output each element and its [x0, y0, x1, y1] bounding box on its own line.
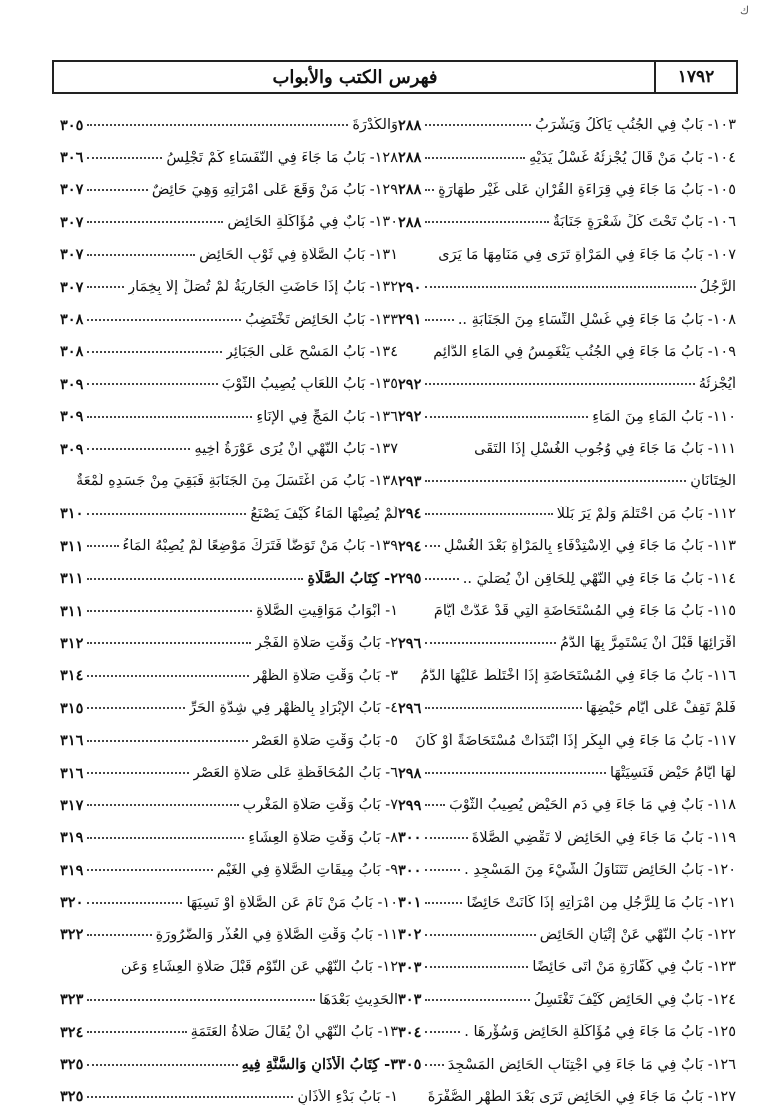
leader-dots: [425, 189, 434, 191]
toc-entry: [398, 465, 736, 497]
toc-entry-page: ٢٩٨: [398, 764, 422, 782]
leader-dots: [425, 934, 535, 936]
leader-dots: [87, 383, 217, 385]
leader-dots: [87, 157, 162, 159]
toc-entry-page: ٣١١: [60, 602, 84, 620]
toc-entry-title: ١١٨- بَابٌ فِي مَا جَاءَ فِي دَمِ الْحَيْضِ يُصِيبُ الثَّوْبَ: [449, 797, 736, 814]
page-number: ١٧٩٢: [654, 62, 736, 92]
leader-dots: [425, 707, 581, 709]
toc-entry-page: ٣١١: [60, 570, 84, 588]
toc-entry: [398, 1016, 736, 1048]
leader-dots: [425, 383, 694, 385]
toc-entry-page: ٣٠٨: [60, 311, 84, 329]
toc-entry-page: ٢٨٨: [398, 116, 422, 134]
toc-entry-title: ١٢٧- بَابُ مَا جَاءَ فِي الْحَائِضِ تَرَى بَعْدَ الطُّهْرِ الصُّفْرَةَ: [427, 1088, 736, 1105]
toc-entry-title: لَهَا أَيَّامُ حَيْضٍ فَنَسِيَتْهَا: [609, 765, 736, 781]
leader-dots: [87, 351, 222, 353]
toc-entry-page: ٣١٩: [60, 829, 84, 847]
leader-dots: [87, 286, 124, 288]
leader-dots: [425, 416, 588, 418]
leader-dots: [425, 578, 458, 580]
toc-entry-title: ١٣٩- بَابُ مَنْ تَوَضَّأَ فَتَرَكَ مَوْضِعًا لَمْ يُصِبْهُ الْمَاءُ: [122, 538, 398, 555]
toc-entry-page: ٣٠٦: [60, 149, 84, 167]
leader-dots: [425, 837, 467, 839]
toc-entry-title: ٢- كِتَابُ الصَّلَاةِ: [307, 570, 398, 588]
toc-entry-title: ١٠- بَابُ مَنْ نَامَ عَنِ الصَّلَاةِ أَوْ نَسِيَهَا: [186, 894, 398, 911]
leader-dots: [87, 319, 241, 321]
toc-entry: [60, 465, 398, 497]
toc-entry-title: ١٣٨- بَابُ مَنِ اغْتَسَلَ مِنَ الْجَنَابَةِ فَبَقِيَ مِنْ جَسَدِهِ لُمْعَةٌ: [76, 473, 398, 490]
page-header: [52, 60, 738, 94]
toc-entry-page: ٣٠٩: [60, 440, 84, 458]
leader-dots: [87, 254, 195, 256]
toc-entry: [60, 757, 398, 789]
toc-entry-title: ١٠٦- بَابٌ تَحْتَ كُلِّ شَعْرَةٍ جَنَابَةٌ: [552, 214, 736, 231]
toc-entry-title: ١١٥- بَابُ مَا جَاءَ فِي الْمُسْتَحَاضَةِ الَّتِي قَدْ عَدَّتْ أَيَّامَ: [433, 603, 736, 620]
toc-entry: [60, 271, 398, 303]
toc-entry-title: ١٣٦- بَابُ الْمَجِّ فِي الْإِنَاءِ: [256, 408, 398, 425]
toc-entry: [398, 174, 736, 206]
leader-dots: [87, 124, 348, 126]
toc-entry-page: ٣٢٥: [60, 1088, 84, 1106]
toc-entry: [398, 984, 736, 1016]
toc-entry: [398, 530, 736, 562]
toc-entry: [398, 401, 736, 433]
toc-entry-title: ١١٤- بَابُ مَا جَاءَ فِي النَّهْيِ لِلْحَاقِنِ أَنْ يُصَلِّيَ ..: [462, 570, 736, 587]
toc-entry-page: ٣٠٠: [398, 861, 422, 879]
toc-entry-title: ١٢٣- بَابٌ فِي كَفَّارَةِ مَنْ أَتَى حَائِضًا: [532, 959, 736, 976]
toc-entry-page: ٣٠٣: [398, 991, 422, 1009]
toc-entry: [398, 336, 736, 368]
toc-entry-page: ٣٠٩: [60, 408, 84, 426]
toc-entry-page: ٣١٢: [60, 634, 84, 652]
leader-dots: [425, 513, 552, 515]
toc-entry-title: ٢- بَابُ وَقْتِ صَلَاةِ الْفَجْرِ: [254, 635, 398, 652]
toc-entry: [398, 498, 736, 530]
leader-dots: [425, 804, 445, 806]
toc-entry-page: ٣٠٥: [60, 116, 84, 134]
toc-entry: [60, 595, 398, 627]
toc-entry: [398, 595, 736, 627]
leader-dots: [87, 869, 212, 871]
toc-entry: [398, 757, 736, 789]
toc-entry: [60, 401, 398, 433]
toc-entry-title: ٤- بَابُ الْإِبْرَادِ بِالظُّهْرِ فِي شِدَّةِ الْحَرِّ: [189, 700, 398, 717]
toc-entry-page: ٣٠٠: [398, 829, 422, 847]
toc-entry-title: ١٣٧- بَابُ النَّهْيِ أَنْ يُرَى عَوْرَةُ أَخِيهِ: [194, 441, 398, 458]
toc-entry: [398, 303, 736, 335]
toc-entry-page: ٣٠٨: [60, 343, 84, 361]
toc-entry: [60, 239, 398, 271]
leader-dots: [87, 707, 185, 709]
toc-entry: [398, 109, 736, 141]
leader-dots: [87, 1096, 293, 1098]
toc-entry-page: ٣٠٤: [398, 1023, 422, 1041]
toc-entry: [398, 141, 736, 173]
toc-entry-page: ٢٩٣: [398, 472, 422, 490]
toc-entry: [398, 724, 736, 756]
leader-dots: [425, 480, 686, 482]
toc-entry: [60, 951, 398, 983]
toc-entry: [398, 206, 736, 238]
leader-dots: [425, 966, 528, 968]
toc-entry-page: ٣٠٢: [398, 926, 422, 944]
leader-dots: [87, 999, 315, 1001]
toc-entry-title: الْخِتَانَانِ: [690, 473, 736, 490]
toc-entry: [398, 1081, 736, 1113]
leader-dots: [87, 189, 147, 191]
toc-entry: [398, 919, 736, 951]
toc-entry: [60, 724, 398, 756]
toc-entry-title: ١٣٠- بَابٌ فِي مُؤَاكَلَةِ الْحَائِضِ: [227, 214, 398, 231]
toc-entry-title: ١٢- بَابُ النَّهْيِ عَنِ النَّوْمِ قَبْلَ صَلَاةِ الْعِشَاءِ وَعَنِ: [120, 959, 398, 976]
toc-entry: [60, 206, 398, 238]
toc-entry-title: ١٠٨- بَابُ مَا جَاءَ فِي غُسْلِ النِّسَاءِ مِنَ الْجَنَابَةِ ..: [457, 311, 736, 328]
toc-entry-page: ٢٩٥: [398, 570, 422, 588]
toc-entry: [398, 789, 736, 821]
toc-entry-title: ١٢٢- بَابُ النَّهْيِ عَنْ إِتْيَانِ الْحَائِضِ: [539, 926, 736, 943]
toc-entry: [60, 984, 398, 1016]
leader-dots: [425, 902, 462, 904]
toc-entry-title: ٧- بَابُ وَقْتِ صَلَاةِ الْمَغْرِبِ: [242, 797, 398, 814]
toc-entry-title: ١٠٩- بَابُ مَا جَاءَ فِي الْجُنُبِ يَنْغَمِسُ فِي الْمَاءِ الدَّائِمِ: [433, 343, 736, 360]
toc-entry-page: ٣٢٢: [60, 926, 84, 944]
leader-dots: [87, 448, 190, 450]
toc-entry: [398, 627, 736, 659]
toc-entry-title: ٨- بَابُ وَقْتِ صَلَاةِ الْعِشَاءِ: [248, 829, 398, 846]
toc-entry-title: ١٣٤- بَابُ الْمَسْحِ عَلَى الْجَبَائِرِ: [225, 343, 398, 360]
toc-entry-page: ٣١٧: [60, 796, 84, 814]
toc-entry-title: ٥- بَابُ وَقْتِ صَلَاةِ الْعَصْرِ: [252, 732, 398, 749]
leader-dots: [87, 675, 249, 677]
toc-entry: [60, 109, 398, 141]
toc-entry: [60, 822, 398, 854]
leader-dots: [87, 1031, 186, 1033]
toc-entry-title: ١- أَبْوَابُ مَوَاقِيتِ الصَّلَاةِ: [256, 603, 398, 620]
toc-entry-title: ١٠٤- بَابُ مَنْ قَالَ يُجْزِئُهُ غَسْلُ يَدَيْهِ: [529, 149, 736, 166]
toc-entry: [398, 692, 736, 724]
toc-entry-title: وَالْكُدْرَةَ: [352, 117, 398, 134]
toc-entry-title: ٩- بَابُ مِيقَاتِ الصَّلَاةِ فِي الْغَيْمِ: [216, 862, 398, 879]
leader-dots: [425, 221, 548, 223]
leader-dots: [425, 157, 525, 159]
toc-entry: [60, 141, 398, 173]
toc-entry-page: ٣٠٣: [398, 958, 422, 976]
toc-entry-title: ١٣٢- بَابُ إِذَا حَاضَتِ الْجَارِيَةُ لَمْ تُصَلِّ إِلَّا بِخِمَارٍ: [128, 279, 398, 296]
toc-entry-title: ١٠٣- بَابٌ فِي الْجُنُبِ يَأْكُلُ وَيَشْرَبُ: [535, 117, 736, 134]
toc-entry-page: ٢٩٤: [398, 537, 422, 555]
toc-entry-page: ٣٢٥: [60, 1056, 84, 1074]
toc-entry-title: الْحَدِيثِ بَعْدَهَا: [318, 991, 398, 1008]
toc-entry: [398, 271, 736, 303]
toc-entry-title: ١١٠- بَابُ الْمَاءِ مِنَ الْمَاءِ: [592, 408, 736, 425]
toc-entry-page: ٣٢٣: [60, 991, 84, 1009]
leader-dots: [87, 804, 238, 806]
toc-entry-page: ٣٢٠: [60, 894, 84, 912]
toc-entry-title: ١- بَابُ بَدْءِ الْأَذَانِ: [297, 1088, 398, 1105]
leader-dots: [87, 221, 223, 223]
toc-entry-title: ١١٢- بَابُ مَنِ احْتَلَمَ وَلَمْ يَرَ بَلَلًا: [556, 505, 736, 522]
toc-entry-title: ١٢١- بَابُ مَا لِلرَّجُلِ مِنِ امْرَأَتِهِ إِذَا كَانَتْ حَائِضًا: [466, 894, 736, 911]
toc-entry-title: فَلَمْ تَقِفْ عَلَى أَيَّامِ حَيْضِهَا: [585, 700, 736, 717]
toc-entry-page: ٣١٦: [60, 732, 84, 750]
toc-entry-page: ٣١٦: [60, 764, 84, 782]
toc-entry-title: ١٠٧- بَابُ مَا جَاءَ فِي الْمَرْأَةِ تَرَى فِي مَنَامِهَا مَا يَرَى: [438, 246, 736, 263]
toc-entry-title: ١١- بَابُ وَقْتِ الصَّلَاةِ فِي الْعُذْرِ وَالضَّرُورَةِ: [155, 926, 398, 943]
toc-entry-title: ١٢٦- بَابٌ فِي مَا جَاءَ فِي اجْتِنَابِ الْحَائِضِ الْمَسْجِدَ: [447, 1056, 736, 1073]
toc-entry-page: ٢٨٨: [398, 149, 422, 167]
leader-dots: [425, 999, 530, 1001]
toc-entry: [60, 1081, 398, 1113]
toc-entry-title: ١٣٥- بَابُ اللُّعَابِ يُصِيبُ الثَّوْبَ: [221, 376, 398, 393]
toc-entry: [60, 660, 398, 692]
leader-dots: [87, 740, 248, 742]
toc-entry: [60, 627, 398, 659]
toc-entry-page: ٣٠٧: [60, 213, 84, 231]
leader-dots: [87, 578, 303, 580]
toc-entry-page: ٢٩٤: [398, 505, 422, 523]
toc-entry: [398, 822, 736, 854]
toc-entry-page: ٢٩٩: [398, 796, 422, 814]
toc-entry-title: ١٢٤- بَابٌ فِي الْحَائِضِ كَيْفَ تَغْتَسِلُ: [533, 991, 736, 1008]
leader-dots: [87, 837, 244, 839]
toc-entry-page: ٢٩٢: [398, 408, 422, 426]
toc-entry: [398, 886, 736, 918]
toc-entry-page: ٣٠٥: [398, 1056, 422, 1074]
toc-entry: [398, 1048, 736, 1080]
toc-entry-title: ١١٩- بَابُ مَا جَاءَ فِي الْحَائِضِ لَا تَقْضِي الصَّلَاةَ: [471, 829, 736, 846]
toc-entry: [398, 368, 736, 400]
toc-entry-page: ٢٩٦: [398, 634, 422, 652]
leader-dots: [425, 1031, 460, 1033]
toc-entry-page: ٢٨٨: [398, 181, 422, 199]
toc-entry: [60, 303, 398, 335]
toc-entry: [398, 660, 736, 692]
toc-entry-page: ٣١٠: [60, 505, 84, 523]
leader-dots: [87, 513, 246, 515]
toc-entry: [60, 1048, 398, 1080]
leader-dots: [425, 545, 439, 547]
toc-entry-title: ١٣- بَابُ النَّهْيِ أَنْ يُقَالَ صَلَاةُ الْعَتَمَةِ: [190, 1024, 398, 1041]
leader-dots: [87, 772, 188, 774]
toc-entry-title: ١١١- بَابُ مَا جَاءَ فِي وُجُوبِ الْغُسْلِ إِذَا الْتَقَى: [474, 441, 736, 458]
leader-dots: [425, 124, 531, 126]
leader-dots: [87, 416, 252, 418]
toc-entry-page: ٣٠٧: [60, 278, 84, 296]
toc-entry-page: ٣٠٧: [60, 181, 84, 199]
toc-entry: [60, 854, 398, 886]
toc-column-left: [60, 109, 398, 1113]
toc-entry-title: ١٢٩- بَابُ مَنْ وَقَعَ عَلَى امْرَأَتِهِ وَهِيَ حَائِضٌ: [151, 181, 398, 198]
leader-dots: [87, 545, 118, 547]
toc-entry: [60, 530, 398, 562]
toc-entry-title: الرَّجُلُ: [699, 279, 736, 296]
leader-dots: [87, 902, 182, 904]
toc-entry: [60, 789, 398, 821]
toc-entry-page: ٢٩٠: [398, 278, 422, 296]
toc-entry: [60, 919, 398, 951]
toc-entry-page: ٣١٤: [60, 667, 84, 685]
leader-dots: [87, 1064, 237, 1066]
toc-entry: [398, 854, 736, 886]
toc-entry-title: ٣- بَابُ وَقْتِ صَلَاةِ الظُّهْرِ: [253, 667, 398, 684]
toc-entry-title: ١١٣- بَابُ مَا جَاءَ فِي الِاسْتِدْفَاءِ بِالْمَرْأَةِ بَعْدَ الْغُسْلِ: [443, 538, 736, 555]
toc-entry-title: ١٣١- بَابُ الصَّلَاةِ فِي ثَوْبِ الْحَائِضِ: [199, 246, 398, 263]
toc-entry-page: ٣٠١: [398, 894, 422, 912]
toc-entry-page: ٢٩١: [398, 311, 422, 329]
toc-column-right: [398, 109, 736, 1113]
toc-entry: [60, 433, 398, 465]
toc-entry-title: ٦- بَابُ الْمُحَافَظَةِ عَلَى صَلَاةِ الْعَصْرِ: [192, 765, 398, 781]
leader-dots: [425, 869, 460, 871]
toc-entry: [398, 562, 736, 594]
toc-entry-title: ٣- كِتَابُ الْأَذَانِ وَالسُّنَّةِ فِيهِ: [241, 1056, 398, 1074]
toc-entry-title: أَقْرَائِهَا قَبْلَ أَنْ يَسْتَمِرَّ بِهَا الدَّمُ: [559, 635, 736, 652]
toc-entry: [60, 498, 398, 530]
toc-entry-page: ٣٠٧: [60, 246, 84, 264]
toc-entry-title: لَمْ يُصِبْهَا الْمَاءُ كَيْفَ يَصْنَعُ: [250, 505, 398, 522]
toc-entry-title: ١٣٣- بَابُ الْحَائِضِ تَخْتَضِبُ: [245, 311, 398, 328]
leader-dots: [425, 1064, 443, 1066]
toc-entry-page: ٢٩٦: [398, 699, 422, 717]
toc-entry-page: ٣٢٤: [60, 1023, 84, 1041]
toc-entry-page: ٣١٩: [60, 861, 84, 879]
leader-dots: [425, 319, 453, 321]
leader-dots: [425, 286, 695, 288]
toc-entry: [60, 336, 398, 368]
leader-dots: [87, 610, 252, 612]
toc-entry: [60, 368, 398, 400]
corner-mark: ك: [740, 4, 750, 17]
toc-entry-page: ٣١٥: [60, 699, 84, 717]
leader-dots: [425, 642, 556, 644]
toc-entry-title: ١١٦- بَابُ مَا جَاءَ فِي الْمُسْتَحَاضَةِ إِذَا اخْتَلَطَ عَلَيْهَا الدَّمُ: [420, 667, 736, 684]
toc-entry-title: ١٢٨- بَابُ مَا جَاءَ فِي النُّفَسَاءِ كَمْ تَجْلِسُ: [166, 149, 398, 166]
toc-entry: [60, 1016, 398, 1048]
toc-entry-page: ٣٠٩: [60, 375, 84, 393]
toc-entry-title: ١٠٥- بَابُ مَا جَاءَ فِي قِرَاءَةِ الْقُرْآنِ عَلَى غَيْرِ طَهَارَةٍ: [438, 181, 736, 198]
toc-entry: [398, 951, 736, 983]
toc-entry-title: أَيُجْزِئُهُ: [698, 376, 736, 393]
toc-entry-page: ٣١١: [60, 537, 84, 555]
leader-dots: [87, 934, 151, 936]
toc-entry-title: ١٢٠- بَابُ الْحَائِضِ تَتَنَاوَلُ الشَّيْءَ مِنَ الْمَسْجِدِ .: [464, 862, 736, 879]
running-title: فهرس الكتب والأبواب: [272, 66, 438, 88]
leader-dots: [425, 772, 606, 774]
toc-entry-title: ١٢٥- بَابُ مَا جَاءَ فِي مُؤَاكَلَةِ الْحَائِضِ وَسُؤْرِهَا .: [464, 1024, 736, 1041]
toc-entry: [398, 433, 736, 465]
toc-entry: [60, 174, 398, 206]
toc-entry: [60, 562, 398, 594]
toc-entry: [60, 886, 398, 918]
leader-dots: [87, 642, 251, 644]
toc-entry: [60, 692, 398, 724]
toc-entry-page: ٢٨٨: [398, 213, 422, 231]
toc-entry: [398, 239, 736, 271]
toc-entry-page: ٢٩٢: [398, 375, 422, 393]
toc-entry-title: ١١٧- بَابُ مَا جَاءَ فِي الْبِكْرِ إِذَا ابْتَدَأَتْ مُسْتَحَاضَةً أَوْ كَانَ: [415, 732, 736, 749]
